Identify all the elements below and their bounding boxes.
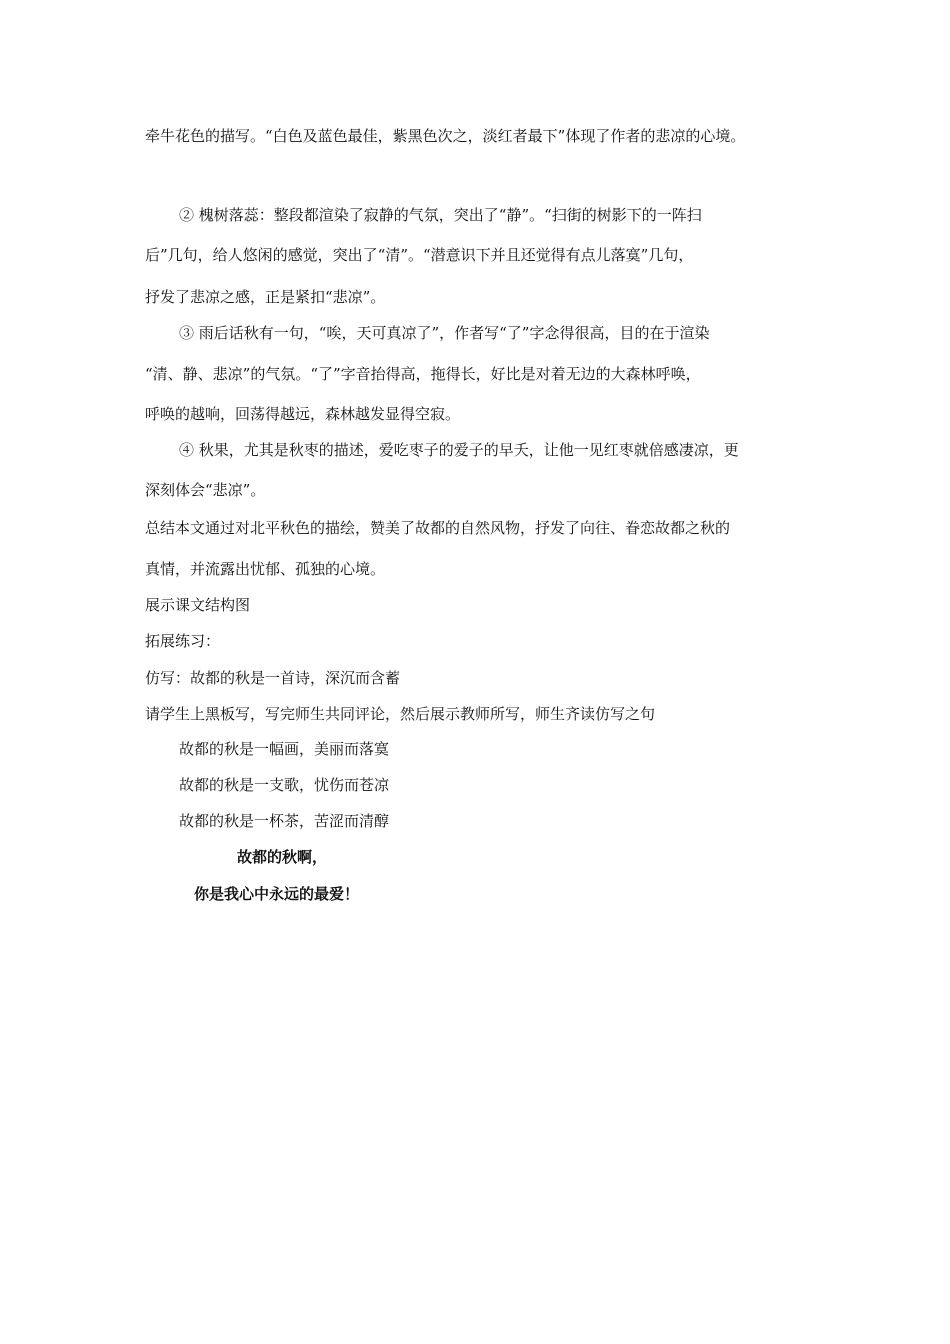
example-line-1: 故都的秋是一幅画，美丽而落寞: [179, 740, 390, 758]
structure-heading: 展示课文结构图: [145, 596, 251, 614]
paragraph-fruit-line-1: ④ 秋果，尤其是秋枣的描述，爱吃枣子的爱子的早夭，让他一见红枣就倍感凄凉，更: [179, 441, 739, 459]
example-line-3: 故都的秋是一杯茶，苦涩而清醇: [179, 812, 390, 830]
imitation-prompt: 仿写：故都的秋是一首诗，深沉而含蓄: [145, 669, 401, 687]
paragraph-fruit-line-2: 深刻体会“悲凉”。: [145, 481, 266, 499]
closing-line-1: 故都的秋啊，: [237, 848, 328, 866]
example-line-2: 故都的秋是一支歌，忧伤而苍凉: [179, 776, 390, 794]
extension-heading: 拓展练习：: [145, 632, 221, 650]
paragraph-locust-line-2: 后”几句，给人悠闲的感觉，突出了“清”。“潜意识下并且还觉得有点儿落寞”几句，: [145, 246, 694, 264]
closing-line-2: 你是我心中永远的最爱！: [194, 885, 360, 903]
paragraph-rain-line-1: ③ 雨后话秋有一句，“唉，天可真凉了”，作者写“了”字念得很高，目的在于渲染: [179, 324, 710, 342]
paragraph-rain-line-2: “清、静、悲凉”的气氛。“了”字音抬得高，拖得长，好比是对着无边的大森林呼唤，: [145, 365, 701, 383]
paragraph-locust-line-1: ② 槐树落蕊：整段都渲染了寂静的气氛，突出了“静”。“扫街的树影下的一阵扫: [179, 206, 702, 224]
paragraph-rain-line-3: 呼唤的越响，回荡得越远，森林越发显得空寂。: [145, 405, 461, 423]
summary-line-1: 总结本文通过对北平秋色的描绘，赞美了故都的自然风物，抒发了向往、眷恋故都之秋的: [145, 519, 731, 537]
paragraph-locust-line-3: 抒发了悲凉之感，正是紧扣“悲凉”。: [145, 288, 386, 306]
paragraph-morning-glory: 牵牛花色的描写。“白色及蓝色最佳，紫黑色次之，淡红者最下”体现了作者的悲凉的心境。: [145, 127, 746, 145]
summary-line-2: 真情，并流露出忧郁、孤独的心境。: [145, 560, 386, 578]
instruction-text: 请学生上黑板写，写完师生共同评论，然后展示教师所写，师生齐读仿写之句: [145, 705, 656, 723]
